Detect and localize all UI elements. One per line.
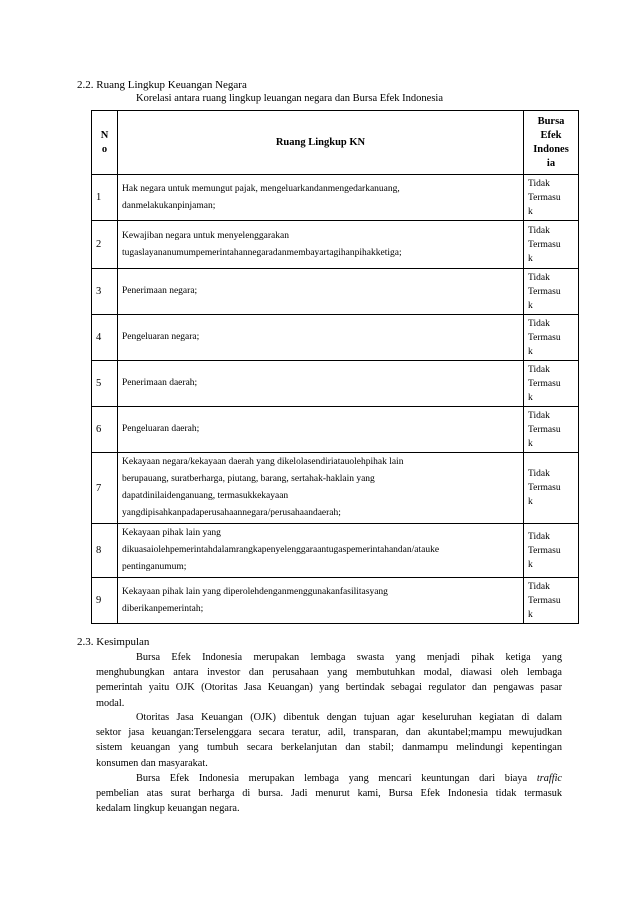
table-caption: Korelasi antara ruang lingkup leuangan negara dan Bursa Efek Indonesia xyxy=(136,93,444,104)
description-line: Pengeluaran daerah; xyxy=(122,424,200,434)
table-row xyxy=(92,221,579,269)
description-line: dapatdinilaidenganuang, termasukkekayaan xyxy=(122,491,289,501)
row-description xyxy=(118,524,524,578)
row-description xyxy=(118,578,524,624)
bursa-status-line: Termasu xyxy=(528,378,561,389)
row-description xyxy=(118,175,524,221)
bursa-status-line: k xyxy=(528,300,533,311)
paragraph-line: pemerintah yaitu OJK (Otoritas Jasa Keuangan) yang bertindak sebagai regulator dan pengawas pasar xyxy=(96,682,562,694)
row-bursa-status xyxy=(524,361,579,407)
header-bursa-line: Bursa xyxy=(537,115,565,127)
row-bursa-status xyxy=(524,578,579,624)
bursa-status-line: Termasu xyxy=(528,192,561,203)
bursa-status-line: k xyxy=(528,609,533,620)
description-line: Kekayaan negara/kekayaan daerah yang dikelolasendiriatauolehpihak lain xyxy=(122,457,404,467)
bursa-status-line: Tidak xyxy=(528,410,550,421)
bursa-status-line: k xyxy=(528,253,533,264)
row-number: 4 xyxy=(92,315,118,361)
description-line: Kewajiban negara untuk menyelenggarakan xyxy=(122,230,289,241)
row-bursa-status xyxy=(524,524,579,578)
description-line: Penerimaan daerah; xyxy=(122,378,198,388)
description-line: tugaslayananumumpemerintahannegaradanmembayartagihanpihakketiga; xyxy=(122,247,402,258)
section-heading-2-2: 2.2. Ruang Lingkup Keuangan Negara xyxy=(77,79,247,91)
paragraph-line: kedalam lingkup keuangan negara. xyxy=(96,803,240,815)
table-header-row xyxy=(92,111,579,175)
table-row xyxy=(92,453,579,524)
bursa-status-line: Tidak xyxy=(528,178,550,189)
paragraph-line: konsumen dan masyarakat. xyxy=(96,757,208,769)
paragraph-1 xyxy=(96,650,562,711)
bursa-status-line: Tidak xyxy=(528,364,550,375)
row-description xyxy=(118,453,524,524)
row-number: 3 xyxy=(92,269,118,315)
row-number: 8 xyxy=(92,524,118,578)
row-bursa-status xyxy=(524,269,579,315)
row-bursa-status xyxy=(524,315,579,361)
table-row xyxy=(92,524,579,578)
italic-term: traffic xyxy=(536,773,562,784)
description-line: yangdipisahkanpadaperusahaannegara/perusahaandaerah; xyxy=(122,508,341,518)
header-no-line: N xyxy=(100,129,109,141)
bursa-status-line: Termasu xyxy=(528,424,561,435)
description-line: Kekayaan pihak lain yang xyxy=(122,528,221,538)
section-heading-2-3: 2.3. Kesimpulan xyxy=(77,636,150,648)
bursa-status-line: Termasu xyxy=(528,595,561,606)
paragraph-line: sistem keuangan yang tumbuh secara berkelanjutan dan stabil; danmampu melindungi kepentingan xyxy=(96,742,562,754)
row-description xyxy=(118,315,524,361)
row-number: 6 xyxy=(92,407,118,453)
paragraph-line: modal. xyxy=(96,697,125,709)
bursa-status-line: Tidak xyxy=(528,531,550,542)
bursa-status-line: Tidak xyxy=(528,469,550,479)
header-bursa-line: Indones xyxy=(533,143,569,155)
table-row xyxy=(92,407,579,453)
header-ruang-lingkup: Ruang Lingkup KN xyxy=(118,111,524,175)
row-description xyxy=(118,269,524,315)
paragraph-text: Bursa Efek Indonesia merupakan lembaga yang mencari keuntungan dari biaya xyxy=(136,773,528,784)
header-bursa xyxy=(524,111,579,175)
bursa-status-line: k xyxy=(528,438,533,449)
row-bursa-status xyxy=(524,221,579,269)
row-number: 2 xyxy=(92,221,118,269)
row-number: 9 xyxy=(92,578,118,624)
header-no-line: o xyxy=(101,143,108,155)
row-bursa-status xyxy=(524,175,579,221)
row-number: 1 xyxy=(92,175,118,221)
table-row xyxy=(92,578,579,624)
paragraph-line xyxy=(96,771,562,786)
description-line: berupauang, suratberharga, piutang, barang, sertahak-haklain yang xyxy=(122,474,375,484)
table-row xyxy=(92,361,579,407)
bursa-status-line: Tidak xyxy=(528,318,550,329)
row-number: 5 xyxy=(92,361,118,407)
description-line: Kekayaan pihak lain yang diperolehdenganmenggunakanfasilitasyang xyxy=(122,586,388,597)
table-body xyxy=(92,175,579,624)
paragraph-line: Bursa Efek Indonesia merupakan lembaga swasta yang menjadi pihak ketiga yang xyxy=(136,652,562,663)
paragraph-line: menghubungkan antara investor dan perusahaan yang membutuhkan modal, diawasi oleh lembaga xyxy=(96,667,562,679)
bursa-status-line: Termasu xyxy=(528,332,561,343)
ruang-lingkup-table xyxy=(91,110,579,624)
description-line: pentinganumum; xyxy=(122,562,187,572)
bursa-status-line: Termasu xyxy=(528,286,561,297)
paragraph-line: sektor jasa keuangan:Terselenggara secara teratur, adil, transparan, dan akuntabel;mampu mewujudkan xyxy=(96,727,562,739)
bursa-status-line: k xyxy=(528,559,533,570)
paragraph-3 xyxy=(96,771,562,817)
description-line: diberikanpemerintah; xyxy=(122,603,204,614)
header-bursa-line: ia xyxy=(546,157,556,169)
bursa-status-line: Termasu xyxy=(528,239,561,250)
row-bursa-status xyxy=(524,453,579,524)
paragraph-line: pembelian atas surat berharga di bursa. Jadi menurut kami, Bursa Efek Indonesia tidak termasuk xyxy=(96,788,562,800)
description-line: dikuasaiolehpemerintahdalamrangkapenyelenggaraantugaspemerintahandan/atauke xyxy=(122,545,440,555)
bursa-status-line: k xyxy=(528,497,533,507)
row-bursa-status xyxy=(524,407,579,453)
header-no xyxy=(92,111,118,175)
description-line: Penerimaan negara; xyxy=(122,286,198,296)
description-line: Pengeluaran negara; xyxy=(122,332,200,342)
bursa-status-line: k xyxy=(528,392,533,403)
paragraph-line: Otoritas Jasa Keuangan (OJK) dibentuk dengan tujuan agar keseluruhan kegiatan di dalam xyxy=(136,712,562,723)
description-line: Hak negara untuk memungut pajak, mengeluarkandanmengedarkanuang, xyxy=(122,183,400,194)
table-row xyxy=(92,315,579,361)
table-row xyxy=(92,269,579,315)
bursa-status-line: Termasu xyxy=(528,545,561,556)
bursa-status-line: Termasu xyxy=(528,483,561,493)
paragraph-2 xyxy=(96,710,562,771)
bursa-status-line: k xyxy=(528,206,533,217)
row-description xyxy=(118,221,524,269)
header-bursa-line: Efek xyxy=(540,129,562,141)
row-description xyxy=(118,407,524,453)
bursa-status-line: Tidak xyxy=(528,225,550,236)
bursa-status-line: k xyxy=(528,346,533,357)
bursa-status-line: Tidak xyxy=(528,581,550,592)
table-row xyxy=(92,175,579,221)
row-number: 7 xyxy=(92,453,118,524)
description-line: danmelakukanpinjaman; xyxy=(122,200,216,211)
bursa-status-line: Tidak xyxy=(528,272,550,283)
row-description xyxy=(118,361,524,407)
